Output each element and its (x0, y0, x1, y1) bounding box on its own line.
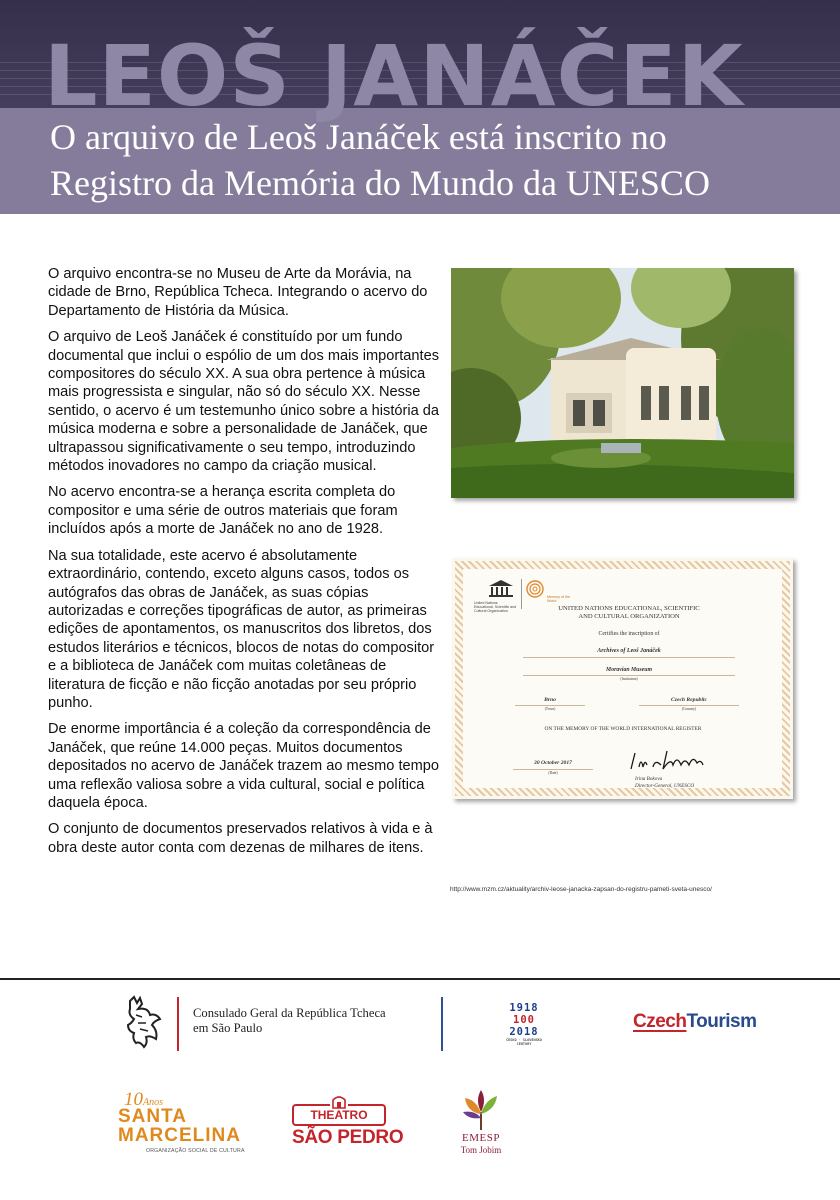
centenary-tiny-line-1: ČESKO · SLOVENSKO (506, 1038, 542, 1042)
consulate-line-1: Consulado Geral da República Tcheca (193, 1006, 386, 1020)
paragraph: O arquivo de Leoš Janáček é constituído por um fundo documental que inclui o espólio de um dos mais importantes compositores do século XX. A sua obra pertence à música mais progressista e singular, não só do século XX. Nesse sentido, o acervo é um testemunho único sobre a história da música moderna e sobre a personalidade de Janáček, que ultrapassou significativamente o seu tempo, introduzindo métodos inovadores no campo da criação musical. (48, 329, 440, 475)
anniversary-number: 10 (124, 1089, 143, 1110)
anniversary-word: Anos (143, 1097, 163, 1108)
santa-marcelina-logo (118, 1089, 244, 1159)
article-text (48, 265, 440, 865)
czech-lion-emblem-icon (120, 995, 166, 1051)
consulate-red-divider (177, 997, 179, 1051)
czech-tourism-word-tourism: Tourism (686, 1011, 757, 1032)
logo-divider (521, 579, 522, 609)
certificate-org-line-1: UNITED NATIONS EDUCATIONAL, SCIENTIFIC (558, 605, 700, 612)
headline-line-2: Registro da Memória do Mundo da UNESCO (50, 163, 710, 203)
memory-of-world-small-text: Memory of the World (547, 595, 570, 603)
santa-marcelina-line-2: MARCELINA (118, 1125, 241, 1146)
centenary-logo (505, 1002, 543, 1046)
czech-tourism-word-czech: Czech (633, 1011, 687, 1032)
theatro-line-2: SÃO PEDRO (292, 1127, 404, 1148)
unesco-temple-icon (487, 579, 515, 599)
memory-of-world-icon (525, 579, 545, 599)
certificate-signer: Irina Bokova (635, 776, 663, 782)
certificate-country-caption: (Country) (681, 707, 697, 711)
centenary-year-2018: 2018 (509, 1026, 539, 1038)
certificate-org-line-2: AND CULTURAL ORGANIZATION (578, 613, 680, 620)
emesp-subtitle: Tom Jobim (460, 1145, 502, 1155)
paragraph: Na sua totalidade, este acervo é absolutamente extraordinário, contendo, exceto alguns casos, todos os autógrafos das obras de Janáček, as suas cópias autorizadas e correções tipográficas de autor, as primeiras edições de apontamentos, os manuscritos dos libretos, dos estudos literários e técnicos, blocos de notas do compositor e a biblioteca de Janáček com muitas coletâneas de literatura de ficção e não ficção anotadas por seu próprio punho. (48, 547, 435, 711)
header-banner (0, 0, 840, 214)
paragraph: O arquivo encontra-se no Museu de Arte da Morávia, na cidade de Brno, República Tcheca. Integrando o acervo do Departamento de História da Música. (48, 266, 428, 319)
paragraph: O conjunto de documentos preservados relativos à vida e à obra deste autor conta com dezenas de milhares de itens. (48, 821, 433, 856)
museum-building-illustration (451, 268, 794, 498)
centenary-number: 100 (513, 1014, 535, 1026)
director-signature (627, 747, 707, 773)
footer-divider (0, 978, 840, 980)
certificate-signer-title: Director-General, UNESCO (635, 783, 695, 789)
consulate-line-2: em São Paulo (193, 1021, 263, 1035)
emesp-logo (451, 1088, 511, 1158)
centenary-tiny-line-2: CENTURY (516, 1042, 532, 1046)
composer-name-title: LEOŠ JANÁČEK (44, 27, 744, 125)
certificate-institution: Moravian Museum (606, 667, 652, 673)
santa-marcelina-line-1: SANTA (118, 1106, 188, 1127)
certificate-town-caption: (Town) (544, 707, 556, 711)
source-url: http://www.mzm.cz/aktuality/archiv-leose-janacka-zapsan-do-registru-pameti-sveta-unesco/ (450, 886, 712, 893)
certificate-date-caption: (Date) (548, 771, 558, 775)
certificate-certifies: Certifies the inscription of (598, 631, 660, 637)
certificate-register: ON THE MEMORY OF THE WORLD INTERNATIONAL REGISTER (544, 726, 702, 732)
santa-marcelina-subtitle: ORGANIZAÇÃO SOCIAL DE CULTURA (146, 1148, 245, 1154)
certificate-item: Archives of Leoš Janáček (597, 648, 661, 654)
consulate-name (193, 1006, 386, 1036)
headline-line-1: O arquivo de Leoš Janáček está inscrito no (50, 117, 667, 157)
theatro-sao-pedro-logo (292, 1094, 404, 1152)
page-headline (50, 114, 830, 206)
certificate-rule (523, 657, 735, 658)
certificate-rule (515, 705, 585, 706)
museum-building-photo (451, 268, 794, 498)
paragraph: No acervo encontra-se a herança escrita completa do compositor e uma série de outros materiais que foram incluídos após a morte de Janáček no ano de 1928. (48, 484, 398, 538)
certificate-date: 30 October 2017 (534, 760, 572, 766)
unesco-org-small-text: United Nations Educational, Scientific and Cultural Organization (474, 601, 517, 613)
unesco-certificate (452, 558, 793, 799)
certificate-rule (523, 675, 735, 676)
czech-tourism-logo (633, 1011, 757, 1033)
consulate-blue-divider (441, 997, 443, 1051)
paragraph: De enorme importância é a coleção da correspondência de Janáček, que reúne 14.000 peças. Muitos documentos depositados no acervo de Janáček trazem ao mesmo tempo uma reflexão valiosa sobre a vida cultural, social e política daquela época. (48, 721, 440, 811)
certificate-town: Brno (544, 697, 556, 703)
certificate-rule (513, 769, 593, 770)
emesp-name: EMESP (462, 1132, 500, 1144)
theatro-line-1: THEATRO (310, 1108, 368, 1122)
certificate-country: Czech Republic (671, 697, 707, 703)
emesp-leaves-icon (459, 1090, 503, 1132)
certificate-body (463, 569, 782, 788)
centenary-year-1918: 1918 (509, 1002, 539, 1014)
certificate-rule (639, 705, 739, 706)
certificate-institution-caption: (Institution) (620, 677, 638, 681)
